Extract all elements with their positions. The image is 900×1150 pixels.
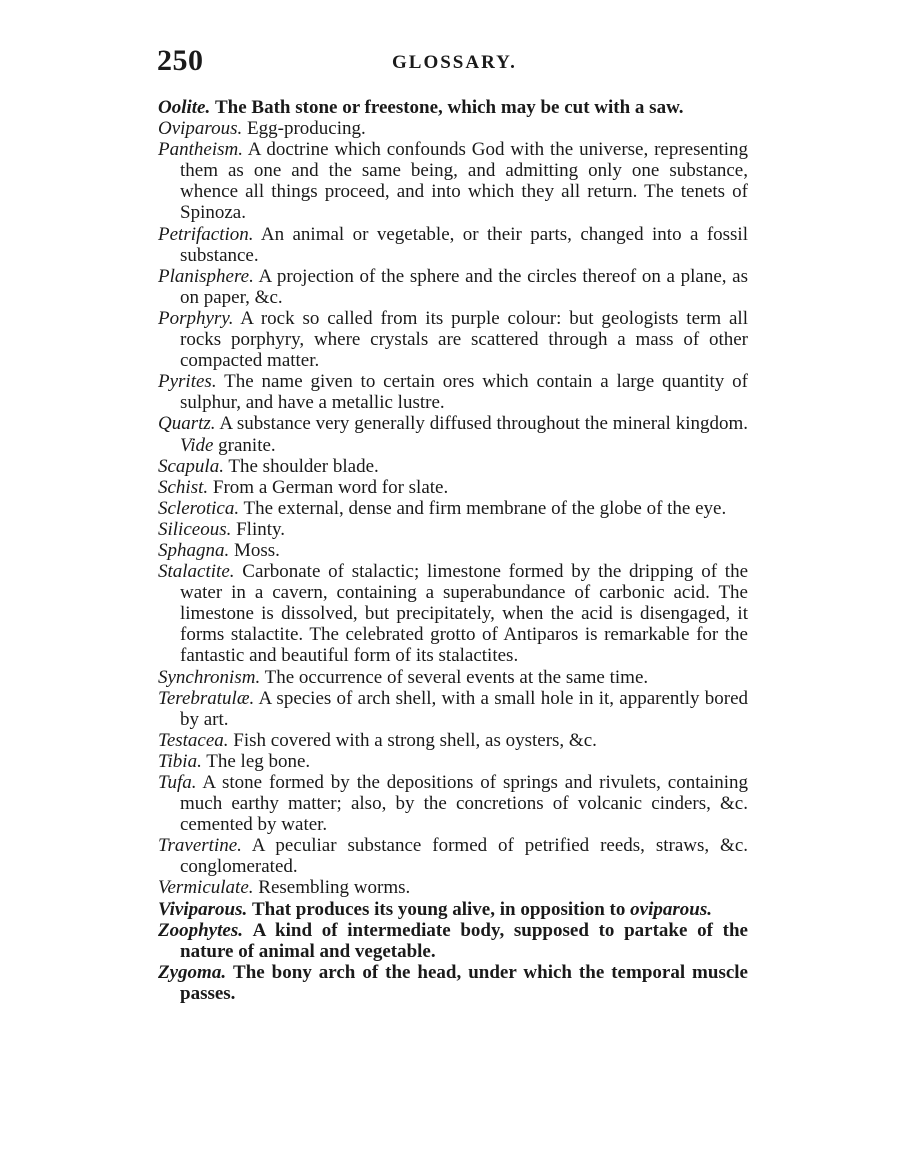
glossary-entry (158, 688, 748, 730)
glossary-term: Pyrites. (158, 371, 217, 393)
glossary-term: Tufa. (158, 772, 197, 793)
glossary-definition: Egg-producing. (247, 118, 366, 140)
glossary-term: Terebratulæ. (158, 687, 255, 709)
glossary-entries (158, 97, 748, 1004)
glossary-definition-tail: granite. (218, 434, 276, 456)
glossary-definition: An animal or vegetable, or their parts, changed into a fossil substance. (180, 223, 748, 266)
glossary-term: Sphagna. (158, 539, 230, 561)
glossary-definition: The Bath stone or freestone, which may be cut with a saw. (215, 97, 684, 118)
glossary-entry (158, 772, 748, 835)
glossary-entry (158, 519, 748, 540)
glossary-term: Porphyry. (158, 307, 234, 329)
glossary-term: Petrifaction. (158, 223, 254, 245)
glossary-term: Vermiculate. (158, 877, 254, 899)
glossary-entry (158, 118, 748, 139)
glossary-entry (158, 540, 748, 561)
glossary-term: Siliceous. (158, 518, 232, 540)
cross-reference: oviparous. (630, 898, 712, 920)
glossary-entry (158, 456, 748, 477)
glossary-term: Planisphere. (158, 265, 254, 287)
glossary-definition: A doctrine which confounds God with the universe, representing them as one and the same being, and admitting only one substance, whence all things proceed, and into which they all return. The tenets of Spinoza. (180, 139, 748, 224)
glossary-term: Schist. (158, 476, 209, 498)
glossary-definition: A rock so called from its purple colour: but geologists term all rocks porphyry, where crystals are scattered through a mass of other compacted matter. (180, 307, 748, 372)
glossary-entry (158, 751, 748, 772)
glossary-entry (158, 835, 748, 877)
glossary-term: Quartz. (158, 413, 216, 435)
glossary-definition: A kind of intermediate body, supposed to partake of the nature of animal and vegetable. (180, 919, 748, 962)
glossary-entry (158, 371, 748, 413)
glossary-entry (158, 920, 748, 962)
glossary-term: Stalactite. (158, 561, 235, 583)
cross-reference: Vide (180, 434, 214, 456)
glossary-entry (158, 477, 748, 498)
glossary-definition: A species of arch shell, with a small hole in it, apparently bored by art. (180, 687, 748, 730)
glossary-term: Viviparous. (158, 898, 248, 920)
glossary-definition: The leg bone. (206, 750, 311, 772)
glossary-term: Oolite. (158, 97, 211, 118)
glossary-entry (158, 224, 748, 266)
glossary-entry (158, 730, 748, 751)
glossary-definition: Carbonate of stalactic; limestone formed by the dripping of the water in a cavern, containing a superabundance of carbonic acid. The limestone is dissolved, but precipitately, when the acid is disengaged, it forms stalactite. The celebrated grotto of Antiparos is remarkable for the fantastic and beautiful form of its stalactites. (180, 561, 749, 667)
glossary-entry (158, 667, 748, 688)
glossary-term: Pantheism. (158, 139, 243, 161)
glossary-definition: A substance very generally diffused throughout the mineral kingdom. (219, 413, 748, 435)
glossary-term: Oviparous. (158, 118, 243, 140)
glossary-definition: Fish covered with a strong shell, as oysters, &c. (233, 729, 597, 751)
glossary-entry (158, 877, 748, 898)
glossary-entry (158, 899, 748, 920)
glossary-term: Travertine. (158, 835, 242, 857)
glossary-entry (158, 266, 748, 308)
glossary-definition: Moss. (234, 539, 280, 561)
running-head-title: GLOSSARY. (392, 52, 517, 73)
glossary-term: Sclerotica. (158, 497, 240, 519)
glossary-definition: A stone formed by the depositions of springs and rivulets, containing much earthy matter; also, by the concretions of volcanic cinders, &c. cemented by water. (180, 772, 748, 836)
glossary-term: Testacea. (158, 729, 229, 751)
glossary-entry (158, 561, 748, 666)
glossary-entry (158, 962, 748, 1004)
glossary-term: Zygoma. (158, 961, 227, 983)
glossary-definition: Resembling worms. (258, 877, 411, 899)
glossary-definition: The name given to certain ores which contain a large quantity of sulphur, and have a metallic lustre. (180, 371, 748, 414)
glossary-definition: That produces its young alive, in opposition to (251, 898, 626, 920)
glossary-definition: A projection of the sphere and the circles thereof on a plane, as on paper, &c. (180, 265, 748, 308)
glossary-definition: The shoulder blade. (228, 455, 379, 477)
glossary-entry (158, 498, 748, 519)
glossary-definition: A peculiar substance formed of petrified reeds, straws, &c. conglomerated. (180, 835, 749, 878)
page-header (157, 44, 757, 84)
glossary-entry (158, 139, 748, 223)
glossary-term: Scapula. (158, 455, 224, 477)
glossary-entry (158, 413, 748, 455)
glossary-definition: The external, dense and firm membrane of the globe of the eye. (243, 497, 727, 519)
glossary-definition: The bony arch of the head, under which the temporal muscle passes. (180, 961, 748, 1004)
glossary-definition: From a German word for slate. (212, 476, 449, 498)
glossary-entry (158, 308, 748, 371)
glossary-definition: The occurrence of several events at the same time. (264, 666, 649, 688)
page-number: 250 (157, 44, 204, 77)
glossary-term: Zoophytes. (158, 919, 243, 941)
glossary-term: Synchronism. (158, 666, 261, 688)
glossary-entry (158, 97, 748, 118)
glossary-definition: Flinty. (236, 518, 286, 540)
glossary-term: Tibia. (158, 750, 202, 772)
